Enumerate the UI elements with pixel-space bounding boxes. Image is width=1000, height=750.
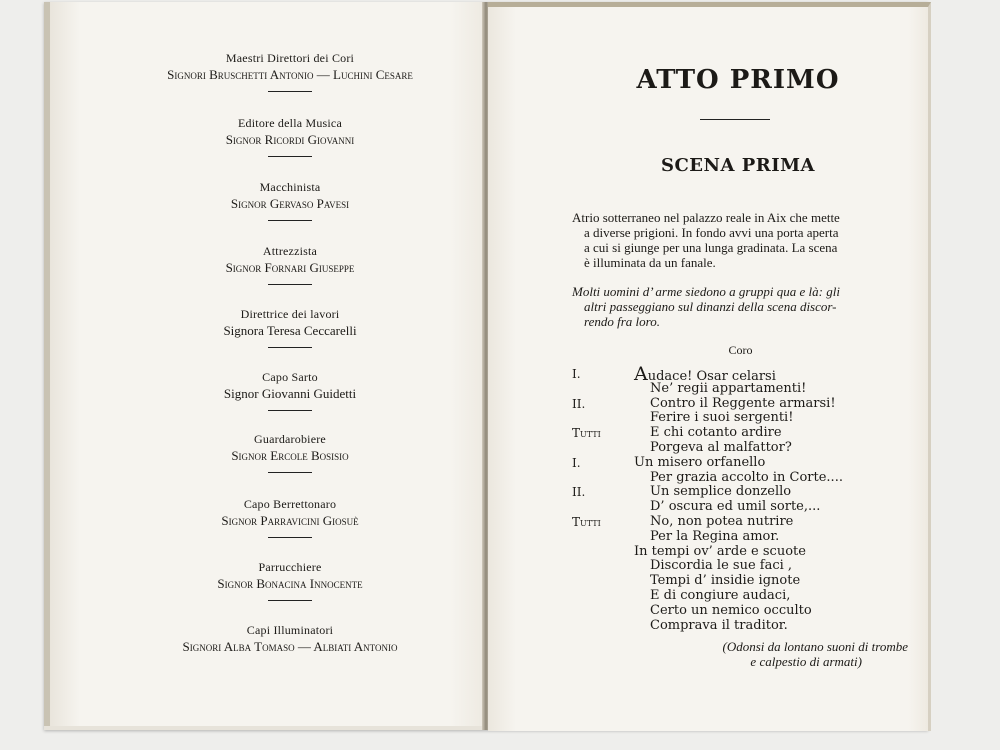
speaker-label: I.: [572, 455, 581, 470]
verse-row: [572, 530, 932, 545]
credit-block: [110, 244, 470, 285]
verse-row: [572, 589, 932, 604]
credit-role: Attrezzista: [262, 244, 318, 258]
verse-row: [572, 471, 932, 486]
verse-row: [572, 363, 932, 385]
divider: [268, 156, 312, 157]
credit-block: [110, 370, 470, 411]
verse-text: In tempi ov’ arde e scuote: [634, 543, 806, 559]
description-line: è illuminata da un fanale.: [584, 255, 716, 270]
divider: [268, 347, 312, 348]
credit-block: [110, 307, 470, 348]
stage-direction-line: altri passeggiano sul dinanzi della scena discor-: [584, 299, 837, 314]
credit-role: Editore della Musica: [238, 116, 342, 130]
credit-role: Guardarobiere: [254, 432, 326, 446]
credit-role: Macchinista: [259, 180, 321, 194]
verse-text: E chi cotanto ardire: [650, 425, 782, 441]
verse-row: [572, 515, 932, 530]
verse-row: [572, 441, 932, 456]
verse-row: [572, 426, 932, 441]
credit-block: [110, 623, 470, 656]
speaker-label: Tutti: [572, 514, 601, 529]
stage-direction-line: rendo fra loro.: [584, 314, 660, 329]
right-page: [488, 2, 931, 731]
credit-name: Signor Gervaso Pavesi: [230, 196, 350, 211]
speaker-label: I.: [572, 367, 581, 381]
credit-role: Parrucchiere: [258, 560, 322, 574]
credit-name: Signor Bonacina Innocente: [217, 576, 363, 591]
credit-block: [110, 560, 470, 601]
credit-block: [110, 432, 470, 473]
credit-role: Maestri Direttori dei Cori: [225, 51, 355, 65]
divider: [268, 220, 312, 221]
credit-block: [110, 51, 470, 92]
credit-role: Capo Berrettonaro: [243, 497, 337, 511]
divider: [268, 410, 312, 411]
title-divider: [700, 119, 770, 120]
chorus-label: Coro: [728, 343, 753, 357]
speaker-label: Tutti: [572, 426, 601, 441]
verse-text: Per grazia accolto in Corte....: [650, 469, 843, 485]
verse-row: [572, 559, 932, 574]
description-line: a diverse prigioni. In fondo avvi una porta aperta: [584, 225, 839, 240]
verse-row: [572, 545, 932, 560]
speaker-label: II.: [572, 485, 586, 500]
verse-text: Certo un nemico occulto: [650, 602, 812, 618]
verse-row: [572, 456, 932, 471]
open-book: [44, 2, 928, 730]
verse-text: Ne’ regii appartamenti!: [650, 380, 807, 396]
verse-row: [572, 574, 932, 589]
verse-text: E di congiure audaci,: [650, 587, 791, 603]
credit-block: [110, 497, 470, 538]
divider: [268, 472, 312, 473]
verse-row: [572, 411, 932, 426]
verse-text: Contro il Reggente armarsi!: [650, 395, 836, 411]
verse-text: Un misero orfanello: [634, 454, 766, 470]
credit-name: Signor Fornari Giuseppe: [225, 260, 355, 275]
verse-text: Comprava il traditor.: [650, 617, 788, 633]
description-line: a cui si giunge per una lunga gradinata. La scena: [584, 240, 838, 255]
divider: [268, 600, 312, 601]
verse-row: [572, 604, 932, 619]
credit-name: Signor Giovanni Guidetti: [223, 386, 357, 401]
credit-role: Capo Sarto: [262, 370, 318, 384]
stage-direction-line: (Odonsi da lontano suoni di trombe: [722, 639, 908, 654]
verse-text: Per la Regina amor.: [650, 528, 780, 544]
stage-direction-line: e calpestio di armati): [750, 654, 862, 669]
verse-text: Discordia le sue faci ,: [650, 558, 793, 574]
credit-name: Signori Bruschetti Antonio — Luchini Cesare: [167, 67, 413, 82]
verse-text: Ferire i suoi sergenti!: [650, 410, 794, 426]
divider: [268, 284, 312, 285]
credit-name: Signor Parravicini Giosuè: [221, 513, 359, 528]
credit-name: Signor Ercole Bosisio: [231, 448, 349, 463]
credit-name: Signori Alba Tomaso — Albiati Antonio: [182, 639, 398, 654]
verse-text: Porgeva al malfattor?: [650, 439, 792, 455]
stage-direction-line: Molti uomini d’ arme siedono a gruppi qua e là: gli: [572, 284, 840, 299]
verse-text: Audace! Osar celarsi: [634, 363, 776, 385]
divider: [268, 537, 312, 538]
verse-text: No, non potea nutrire: [650, 513, 794, 529]
scene-description: [572, 210, 912, 270]
verse-text: D’ oscura ed umil sorte,...: [650, 499, 821, 515]
description-line: Atrio sotterraneo nel palazzo reale in Aix che mette: [572, 210, 840, 225]
act-title: ATTO PRIMO: [636, 65, 840, 95]
verse-row: [572, 619, 932, 634]
verse-row: [572, 397, 932, 412]
divider: [268, 91, 312, 92]
verse-text: Un semplice donzello: [650, 484, 792, 500]
credit-name: Signor Ricordi Giovanni: [225, 132, 355, 147]
verse-row: [572, 485, 932, 500]
verse-text: Tempi d’ insidie ignote: [650, 573, 801, 589]
stage-direction: [572, 284, 917, 329]
verse-row: [572, 500, 932, 515]
credit-role: Direttrice dei lavori: [240, 307, 340, 321]
credit-block: [110, 116, 470, 157]
credit-role: Capi Illuminatori: [246, 623, 334, 637]
credit-block: [110, 180, 470, 221]
scene-title: SCENA PRIMA: [660, 155, 816, 176]
credit-name: Signora Teresa Ceccarelli: [223, 323, 357, 338]
verse-list: [572, 363, 932, 633]
speaker-label: II.: [572, 396, 586, 411]
verse-row: [572, 382, 932, 397]
closing-stage-direction: [598, 639, 908, 669]
left-page: [44, 2, 490, 726]
